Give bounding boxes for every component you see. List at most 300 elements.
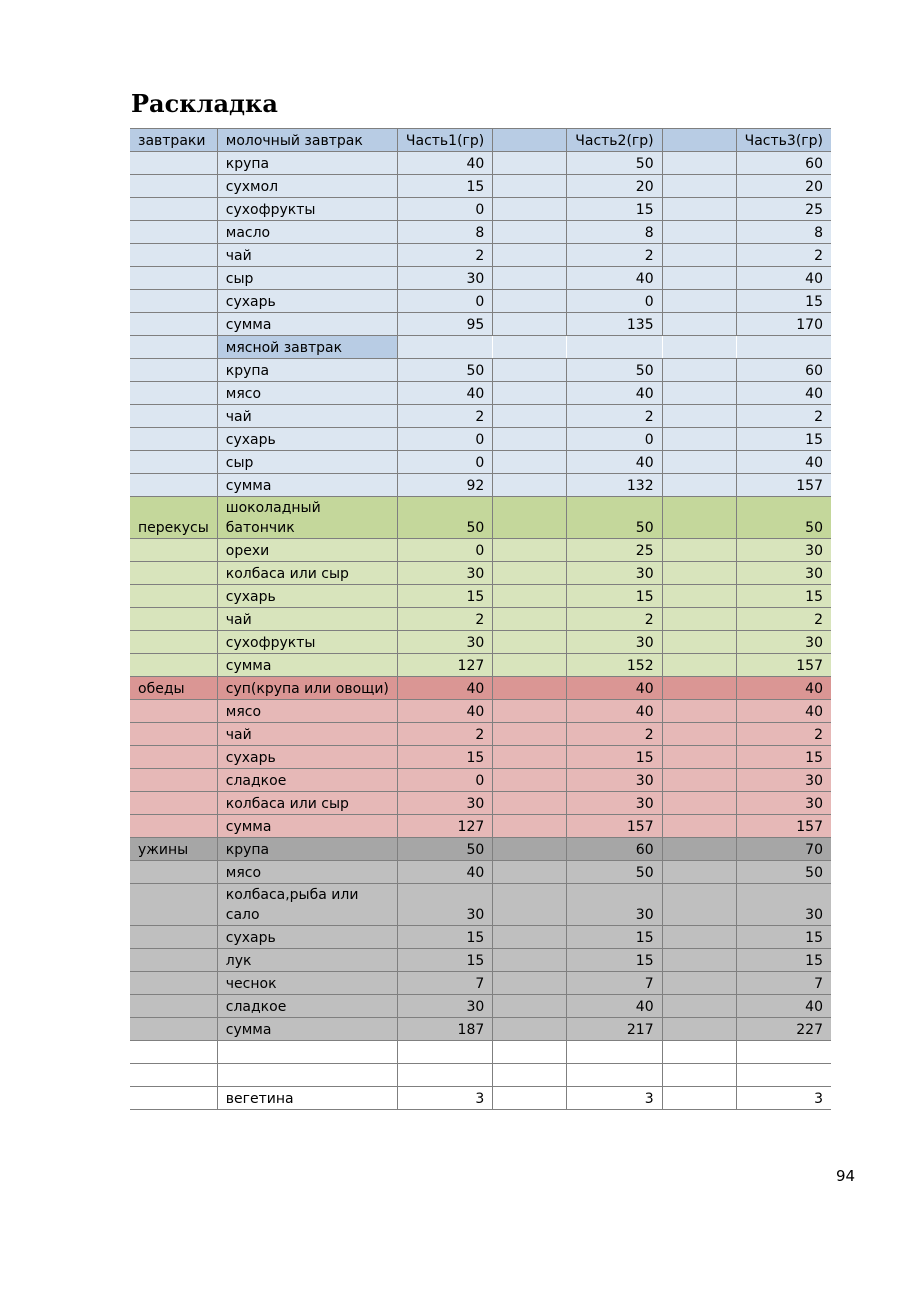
table-row: [130, 769, 831, 792]
item-cell: сухарь: [217, 428, 397, 451]
part1-cell: 7: [397, 972, 492, 995]
part2-cell: 8: [567, 221, 662, 244]
part1-cell: 0: [397, 769, 492, 792]
part3-cell: 40: [736, 677, 831, 700]
part1-cell: 0: [397, 451, 492, 474]
table-row: [130, 608, 831, 631]
part2-cell: 40: [567, 267, 662, 290]
part3-cell: 70: [736, 838, 831, 861]
group-cell: [130, 608, 217, 631]
part1-cell: 50: [397, 497, 492, 539]
table-row: [130, 700, 831, 723]
part3-cell: 2: [736, 608, 831, 631]
part3-cell: 30: [736, 792, 831, 815]
spacer-cell: [662, 290, 736, 313]
table-row: [130, 792, 831, 815]
spacer-cell: [493, 428, 567, 451]
header-cell-part2: Часть2(гр): [567, 129, 662, 152]
part3-cell: 157: [736, 815, 831, 838]
spacer-cell: [662, 746, 736, 769]
part3-cell: 2: [736, 405, 831, 428]
group-cell: [130, 700, 217, 723]
part1-cell: 40: [397, 861, 492, 884]
part1-cell: 0: [397, 428, 492, 451]
page-number: 94: [836, 1167, 856, 1185]
spacer-cell: [662, 382, 736, 405]
part3-cell: 157: [736, 654, 831, 677]
part2-cell: 30: [567, 631, 662, 654]
item-cell: [217, 1064, 397, 1087]
part2-cell: 40: [567, 700, 662, 723]
part2-cell: 40: [567, 995, 662, 1018]
table-row: [130, 949, 831, 972]
spacer-cell: [493, 1087, 567, 1110]
spacer-cell: [493, 313, 567, 336]
part1-cell: 40: [397, 677, 492, 700]
part1-cell: 3: [397, 1087, 492, 1110]
part1-cell: [397, 336, 492, 359]
item-cell: лук: [217, 949, 397, 972]
spacer-cell: [662, 723, 736, 746]
item-cell: сумма: [217, 474, 397, 497]
spacer-cell: [662, 428, 736, 451]
table-row: [130, 1087, 831, 1110]
part2-cell: 30: [567, 769, 662, 792]
table-row: [130, 198, 831, 221]
part1-cell: 0: [397, 539, 492, 562]
table-row: [130, 746, 831, 769]
table-row: [130, 654, 831, 677]
group-cell: [130, 539, 217, 562]
table-row: [130, 244, 831, 267]
item-cell: крупа: [217, 838, 397, 861]
part2-cell: [567, 1064, 662, 1087]
group-cell: [130, 198, 217, 221]
part3-cell: 157: [736, 474, 831, 497]
part3-cell: 2: [736, 723, 831, 746]
spacer-cell: [662, 359, 736, 382]
table-row: [130, 152, 831, 175]
part3-cell: 2: [736, 244, 831, 267]
part3-cell: 15: [736, 949, 831, 972]
table-row: [130, 221, 831, 244]
spacer-cell: [662, 405, 736, 428]
spacer-cell: [662, 539, 736, 562]
group-cell: [130, 267, 217, 290]
spacer-cell: [662, 474, 736, 497]
spacer-cell: [662, 1064, 736, 1087]
spacer-cell: [493, 359, 567, 382]
spacer-cell: [493, 700, 567, 723]
table-row: [130, 474, 831, 497]
part1-cell: 0: [397, 198, 492, 221]
item-cell: сухарь: [217, 746, 397, 769]
table-row: [130, 1041, 831, 1064]
item-cell: сухмол: [217, 175, 397, 198]
spacer-cell: [493, 267, 567, 290]
part3-cell: 30: [736, 631, 831, 654]
group-cell: [130, 1041, 217, 1064]
item-cell: масло: [217, 221, 397, 244]
item-cell: чай: [217, 405, 397, 428]
header-cell-part1: Часть1(гр): [397, 129, 492, 152]
item-cell: шоколадный батончик: [217, 497, 397, 539]
table-row: [130, 926, 831, 949]
table-row: [130, 428, 831, 451]
part2-cell: 0: [567, 428, 662, 451]
spacer-cell: [662, 949, 736, 972]
part1-cell: 2: [397, 608, 492, 631]
part2-cell: 15: [567, 926, 662, 949]
part2-cell: 30: [567, 884, 662, 926]
header-cell-spacer1: [493, 129, 567, 152]
item-cell: колбаса или сыр: [217, 792, 397, 815]
part2-cell: 15: [567, 746, 662, 769]
spacer-cell: [662, 336, 736, 359]
spacer-cell: [493, 746, 567, 769]
spacer-cell: [493, 221, 567, 244]
group-cell: [130, 474, 217, 497]
item-cell: сыр: [217, 451, 397, 474]
part1-cell: 8: [397, 221, 492, 244]
spacer-cell: [493, 949, 567, 972]
spacer-cell: [662, 221, 736, 244]
part3-cell: [736, 336, 831, 359]
item-cell: чай: [217, 608, 397, 631]
part3-cell: 40: [736, 995, 831, 1018]
table-row: [130, 267, 831, 290]
group-cell: [130, 585, 217, 608]
spacer-cell: [493, 723, 567, 746]
spacer-cell: [662, 815, 736, 838]
part3-cell: 3: [736, 1087, 831, 1110]
part3-cell: 30: [736, 562, 831, 585]
group-cell: [130, 1018, 217, 1041]
group-cell: [130, 884, 217, 926]
header-cell-spacer2: [662, 129, 736, 152]
spacer-cell: [493, 474, 567, 497]
spacer-cell: [493, 382, 567, 405]
group-cell: [130, 313, 217, 336]
part2-cell: 2: [567, 405, 662, 428]
table-header-row: [130, 129, 831, 152]
part1-cell: 15: [397, 175, 492, 198]
spacer-cell: [493, 539, 567, 562]
item-cell: сладкое: [217, 995, 397, 1018]
part1-cell: 30: [397, 562, 492, 585]
part3-cell: 50: [736, 497, 831, 539]
part1-cell: [397, 1041, 492, 1064]
part2-cell: 2: [567, 244, 662, 267]
part2-cell: [567, 336, 662, 359]
item-cell: сумма: [217, 313, 397, 336]
table-row: [130, 313, 831, 336]
table-row: [130, 838, 831, 861]
part2-cell: 2: [567, 723, 662, 746]
item-cell: чай: [217, 723, 397, 746]
table-row: [130, 1018, 831, 1041]
spacer-cell: [662, 861, 736, 884]
part2-cell: 40: [567, 451, 662, 474]
spacer-cell: [662, 838, 736, 861]
part3-cell: 40: [736, 451, 831, 474]
part3-cell: 60: [736, 359, 831, 382]
table-row: [130, 861, 831, 884]
spacer-cell: [662, 198, 736, 221]
part2-cell: 50: [567, 861, 662, 884]
part3-cell: 15: [736, 290, 831, 313]
part2-cell: 2: [567, 608, 662, 631]
table-row: [130, 995, 831, 1018]
part1-cell: 95: [397, 313, 492, 336]
part1-cell: 40: [397, 152, 492, 175]
table-row: [130, 539, 831, 562]
spacer-cell: [493, 769, 567, 792]
group-cell: [130, 995, 217, 1018]
part3-cell: 50: [736, 861, 831, 884]
spacer-cell: [493, 815, 567, 838]
part3-cell: 25: [736, 198, 831, 221]
part1-cell: 0: [397, 290, 492, 313]
group-cell: [130, 861, 217, 884]
part3-cell: 30: [736, 539, 831, 562]
ration-table: [130, 128, 831, 1110]
table-row: [130, 884, 831, 926]
table-row: [130, 405, 831, 428]
spacer-cell: [662, 700, 736, 723]
part2-cell: 40: [567, 677, 662, 700]
item-cell: колбаса,рыба или сало: [217, 884, 397, 926]
table-row: [130, 815, 831, 838]
part1-cell: 30: [397, 267, 492, 290]
spacer-cell: [662, 608, 736, 631]
spacer-cell: [493, 175, 567, 198]
part1-cell: 30: [397, 792, 492, 815]
part2-cell: 50: [567, 152, 662, 175]
part2-cell: 135: [567, 313, 662, 336]
item-cell: чеснок: [217, 972, 397, 995]
spacer-cell: [662, 175, 736, 198]
table-row: [130, 631, 831, 654]
part2-cell: 217: [567, 1018, 662, 1041]
group-cell: [130, 244, 217, 267]
part2-cell: 40: [567, 382, 662, 405]
part1-cell: 2: [397, 723, 492, 746]
group-cell: [130, 1087, 217, 1110]
spacer-cell: [493, 1064, 567, 1087]
part2-cell: 30: [567, 792, 662, 815]
spacer-cell: [493, 995, 567, 1018]
item-cell: мясо: [217, 700, 397, 723]
part1-cell: 2: [397, 244, 492, 267]
part1-cell: 15: [397, 949, 492, 972]
part3-cell: 227: [736, 1018, 831, 1041]
table-row: [130, 175, 831, 198]
part2-cell: 157: [567, 815, 662, 838]
group-cell: [130, 631, 217, 654]
group-cell: [130, 221, 217, 244]
part1-cell: 127: [397, 654, 492, 677]
spacer-cell: [493, 451, 567, 474]
group-cell: [130, 972, 217, 995]
item-cell: сумма: [217, 1018, 397, 1041]
group-cell: перекусы: [130, 497, 217, 539]
part3-cell: 170: [736, 313, 831, 336]
spacer-cell: [493, 585, 567, 608]
group-cell: [130, 336, 217, 359]
spacer-cell: [493, 972, 567, 995]
part3-cell: 40: [736, 267, 831, 290]
spacer-cell: [493, 405, 567, 428]
item-cell: суп(крупа или овощи): [217, 677, 397, 700]
part1-cell: [397, 1064, 492, 1087]
item-cell: сухарь: [217, 926, 397, 949]
header-cell-item: молочный завтрак: [217, 129, 397, 152]
part3-cell: 15: [736, 585, 831, 608]
spacer-cell: [493, 861, 567, 884]
spacer-cell: [662, 884, 736, 926]
part2-cell: 152: [567, 654, 662, 677]
spacer-cell: [662, 1087, 736, 1110]
part1-cell: 15: [397, 585, 492, 608]
item-cell: сухарь: [217, 290, 397, 313]
spacer-cell: [493, 838, 567, 861]
spacer-cell: [662, 631, 736, 654]
spacer-cell: [493, 198, 567, 221]
part1-cell: 40: [397, 382, 492, 405]
table-row: [130, 1064, 831, 1087]
part1-cell: 50: [397, 359, 492, 382]
page-title: Раскладка: [131, 89, 278, 118]
table-row: [130, 677, 831, 700]
spacer-cell: [493, 1018, 567, 1041]
item-cell: мясо: [217, 861, 397, 884]
part2-cell: 15: [567, 949, 662, 972]
part2-cell: 15: [567, 198, 662, 221]
part2-cell: 7: [567, 972, 662, 995]
group-cell: [130, 382, 217, 405]
group-cell: [130, 949, 217, 972]
part1-cell: 187: [397, 1018, 492, 1041]
table-row: [130, 451, 831, 474]
item-cell: орехи: [217, 539, 397, 562]
spacer-cell: [493, 336, 567, 359]
spacer-cell: [493, 290, 567, 313]
group-cell: обеды: [130, 677, 217, 700]
spacer-cell: [662, 792, 736, 815]
spacer-cell: [662, 995, 736, 1018]
part3-cell: 20: [736, 175, 831, 198]
group-cell: [130, 175, 217, 198]
spacer-cell: [493, 792, 567, 815]
table-row: [130, 723, 831, 746]
group-cell: [130, 746, 217, 769]
spacer-cell: [493, 562, 567, 585]
group-cell: [130, 405, 217, 428]
item-cell: колбаса или сыр: [217, 562, 397, 585]
part3-cell: 60: [736, 152, 831, 175]
spacer-cell: [662, 497, 736, 539]
spacer-cell: [662, 562, 736, 585]
part1-cell: 92: [397, 474, 492, 497]
group-cell: [130, 359, 217, 382]
table-row: [130, 562, 831, 585]
part3-cell: 15: [736, 428, 831, 451]
part2-cell: 3: [567, 1087, 662, 1110]
spacer-cell: [662, 313, 736, 336]
spacer-cell: [662, 267, 736, 290]
spacer-cell: [662, 769, 736, 792]
table-row: [130, 497, 831, 539]
spacer-cell: [662, 972, 736, 995]
part2-cell: 132: [567, 474, 662, 497]
table-row: [130, 382, 831, 405]
part1-cell: 15: [397, 746, 492, 769]
item-cell: крупа: [217, 359, 397, 382]
part3-cell: [736, 1064, 831, 1087]
header-cell-part3: Часть3(гр): [736, 129, 831, 152]
spacer-cell: [493, 1041, 567, 1064]
part1-cell: 50: [397, 838, 492, 861]
table-row: [130, 972, 831, 995]
part3-cell: 7: [736, 972, 831, 995]
item-cell: сухофрукты: [217, 631, 397, 654]
spacer-cell: [662, 926, 736, 949]
group-cell: [130, 1064, 217, 1087]
spacer-cell: [493, 497, 567, 539]
group-cell: [130, 723, 217, 746]
item-cell: сладкое: [217, 769, 397, 792]
part3-cell: 15: [736, 926, 831, 949]
part2-cell: 20: [567, 175, 662, 198]
spacer-cell: [493, 244, 567, 267]
spacer-cell: [662, 677, 736, 700]
part2-cell: 60: [567, 838, 662, 861]
group-cell: [130, 792, 217, 815]
table-row: [130, 290, 831, 313]
group-cell: [130, 428, 217, 451]
item-cell: мясо: [217, 382, 397, 405]
table-row: [130, 359, 831, 382]
part3-cell: 40: [736, 382, 831, 405]
spacer-cell: [662, 585, 736, 608]
item-cell: сумма: [217, 654, 397, 677]
group-cell: [130, 152, 217, 175]
item-cell: крупа: [217, 152, 397, 175]
table-row: [130, 585, 831, 608]
part1-cell: 30: [397, 631, 492, 654]
part2-cell: 30: [567, 562, 662, 585]
table-row: [130, 336, 831, 359]
group-cell: [130, 562, 217, 585]
part3-cell: 15: [736, 746, 831, 769]
spacer-cell: [662, 244, 736, 267]
header-cell-group: завтраки: [130, 129, 217, 152]
group-cell: [130, 451, 217, 474]
spacer-cell: [662, 152, 736, 175]
item-cell: сумма: [217, 815, 397, 838]
spacer-cell: [662, 1041, 736, 1064]
spacer-cell: [662, 1018, 736, 1041]
part3-cell: 30: [736, 769, 831, 792]
group-cell: [130, 815, 217, 838]
group-cell: [130, 926, 217, 949]
item-cell: сухофрукты: [217, 198, 397, 221]
part3-cell: 40: [736, 700, 831, 723]
item-cell: мясной завтрак: [217, 336, 397, 359]
spacer-cell: [662, 451, 736, 474]
part3-cell: [736, 1041, 831, 1064]
